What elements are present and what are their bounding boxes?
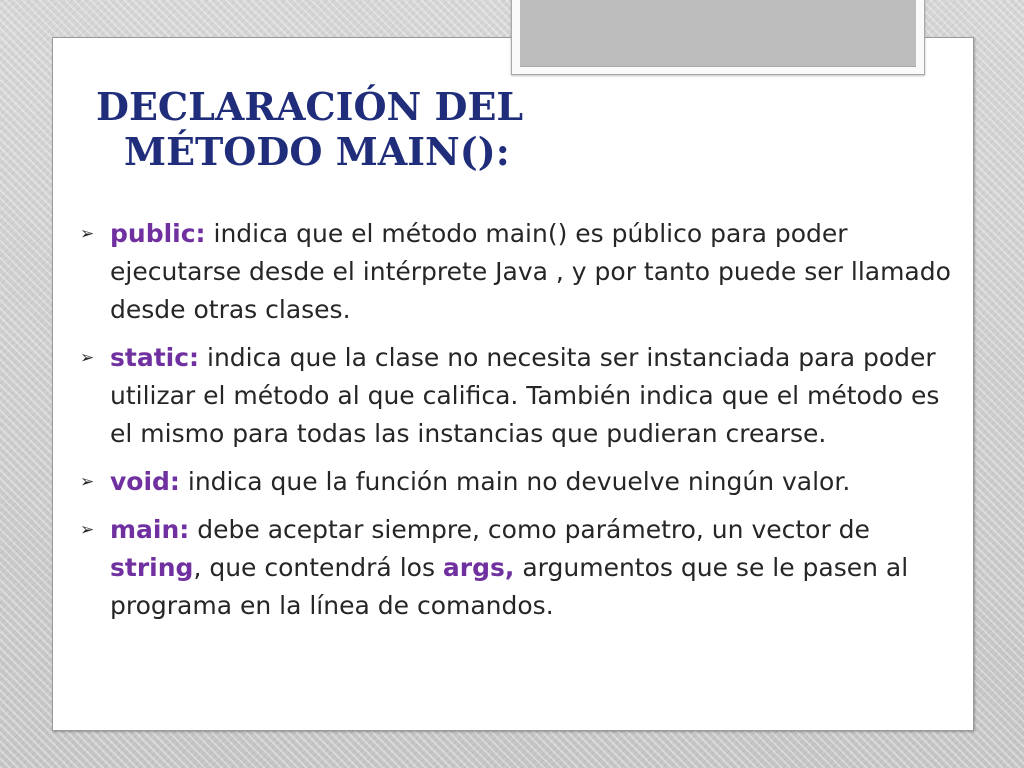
bullet-item-public <box>78 215 958 329</box>
bullet-item-void <box>78 463 958 501</box>
top-decorative-tab <box>511 0 925 75</box>
bullet-item-static <box>78 339 958 453</box>
bullet-emphasis-string: string <box>110 553 194 582</box>
top-tab-inner-bar <box>520 0 916 67</box>
bullet-keyword-main: main: <box>110 515 190 544</box>
bullet-text-main-after: argumentos que se le pasen al programa en la línea de comandos. <box>110 553 909 620</box>
bullet-item-main <box>78 511 958 625</box>
bullet-emphasis-args: args, <box>442 553 515 582</box>
bullet-text-public: indica que el método main() es público para poder ejecutarse desde el intérprete Java , y por tanto puede ser llamado desde otras clases. <box>110 219 951 324</box>
arrow-bullet-icon: ➢ <box>80 348 95 368</box>
slide-title-line-2: MÉTODO MAIN(): <box>124 129 510 174</box>
bullet-text-main-before: debe aceptar siempre, como parámetro, un vector de <box>189 515 870 544</box>
slide-title <box>96 84 524 174</box>
bullet-list <box>78 215 958 635</box>
bullet-text-static: indica que la clase no necesita ser instanciada para poder utilizar el método al que califica. También indica que el método es el mismo para todas las instancias que pudieran crearse. <box>110 343 940 448</box>
slide-title-line-1: DECLARACIÓN DEL <box>96 84 524 129</box>
arrow-bullet-icon: ➢ <box>80 224 95 244</box>
bullet-keyword-void: void: <box>110 467 180 496</box>
arrow-bullet-icon: ➢ <box>80 472 95 492</box>
arrow-bullet-icon: ➢ <box>80 520 95 540</box>
bullet-keyword-static: static: <box>110 343 200 372</box>
bullet-text-main-middle: , que contendrá los <box>193 553 443 582</box>
bullet-text-void: indica que la función main no devuelve ningún valor. <box>179 467 851 496</box>
bullet-keyword-public: public: <box>110 219 206 248</box>
